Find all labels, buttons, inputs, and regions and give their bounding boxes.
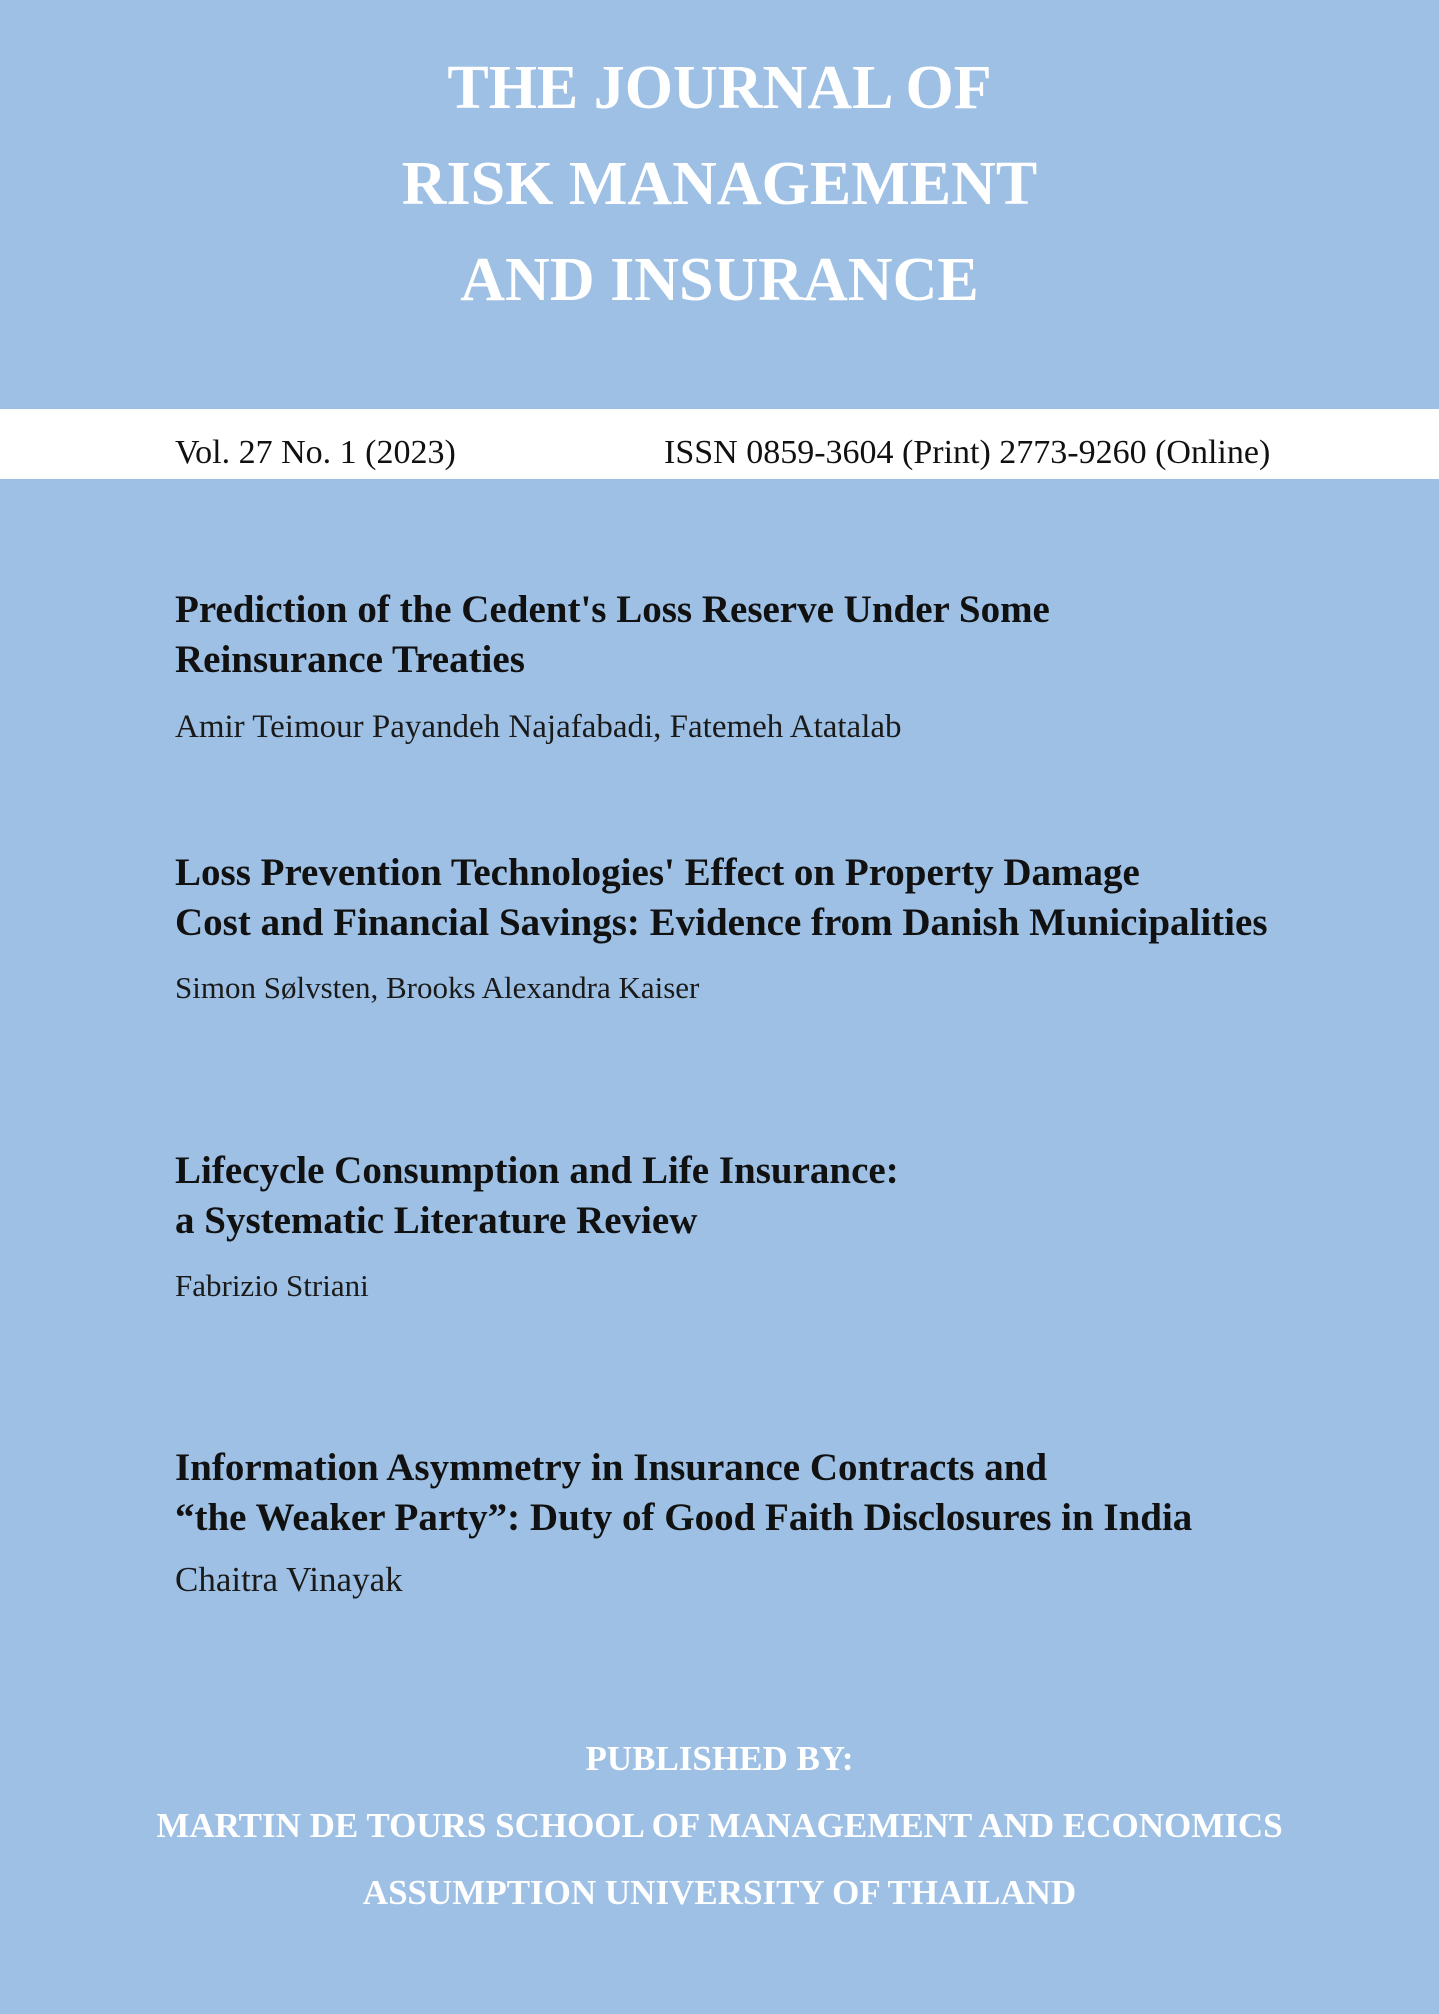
article-title bbox=[175, 585, 1425, 685]
article-title-line: Lifecycle Consumption and Life Insurance: bbox=[175, 1149, 899, 1192]
article-title-line: Information Asymmetry in Insurance Contracts and bbox=[175, 1446, 1048, 1489]
journal-title-line-1: THE JOURNAL OF bbox=[447, 54, 992, 122]
issue-info-band bbox=[0, 409, 1439, 479]
journal-title bbox=[0, 40, 1439, 328]
article-4 bbox=[175, 1443, 1425, 1600]
journal-title-line-2: RISK MANAGEMENT bbox=[401, 150, 1038, 218]
publisher-block bbox=[0, 1725, 1439, 1926]
article-title bbox=[175, 1146, 1425, 1246]
journal-title-line-3: AND INSURANCE bbox=[460, 246, 979, 314]
article-title-line: Loss Prevention Technologies' Effect on Property Damage bbox=[175, 851, 1140, 894]
article-2 bbox=[175, 848, 1425, 1008]
article-title bbox=[175, 848, 1425, 948]
article-title-line: a Systematic Literature Review bbox=[175, 1199, 698, 1242]
article-authors: Chaitra Vinayak bbox=[175, 1560, 403, 1599]
article-authors: Simon Sølvsten, Brooks Alexandra Kaiser bbox=[175, 970, 700, 1005]
publisher-school: MARTIN DE TOURS SCHOOL OF MANAGEMENT AND ECONOMICS bbox=[156, 1806, 1283, 1845]
article-authors: Fabrizio Striani bbox=[175, 1268, 369, 1303]
article-authors: Amir Teimour Payandeh Najafabadi, Fatemeh Atatalab bbox=[175, 709, 902, 745]
article-title-line: Reinsurance Treaties bbox=[175, 638, 525, 681]
article-title-line: Cost and Financial Savings: Evidence from Danish Municipalities bbox=[175, 901, 1268, 944]
issn-numbers: ISSN 0859-3604 (Print) 2773-9260 (Online) bbox=[664, 434, 1271, 471]
publisher-university: ASSUMPTION UNIVERSITY OF THAILAND bbox=[362, 1873, 1077, 1912]
article-title-line: “the Weaker Party”: Duty of Good Faith Disclosures in India bbox=[175, 1496, 1193, 1539]
published-by-label: PUBLISHED BY: bbox=[585, 1739, 854, 1778]
article-1 bbox=[175, 585, 1425, 747]
article-3 bbox=[175, 1146, 1425, 1306]
article-title bbox=[175, 1443, 1425, 1543]
volume-issue: Vol. 27 No. 1 (2023) bbox=[175, 434, 456, 471]
article-title-line: Prediction of the Cedent's Loss Reserve Under Some bbox=[175, 588, 1050, 631]
